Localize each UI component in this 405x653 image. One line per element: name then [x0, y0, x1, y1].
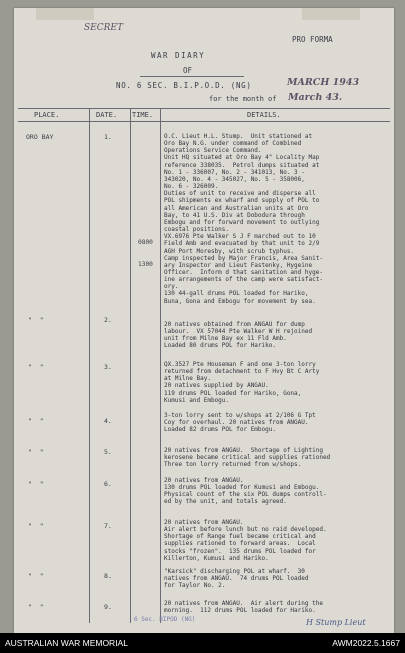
document-title: WAR DIARY: [151, 51, 206, 60]
entry-time: 1300: [138, 261, 153, 268]
handwritten-month-2: March 43.: [288, 92, 343, 103]
entry-place: ORO BAY: [26, 133, 54, 141]
table-header-rule: [18, 121, 390, 122]
diary-page: [14, 8, 394, 633]
entry-time: 0800: [138, 239, 153, 246]
column-rule-date: [130, 108, 131, 623]
entry-place: " ": [28, 572, 44, 580]
archive-reference: AWM2022.5.1667: [332, 638, 400, 648]
column-header-place: PLACE.: [34, 111, 60, 119]
unit-stamp: 6 Sec. BIPOD (NG): [134, 616, 196, 623]
entry-details: 20 natives from ANGAU. Air alert during the morning. 112 drums POL loaded for Hariko.: [164, 600, 323, 615]
entry-place: " ": [28, 480, 44, 488]
entry-date: 8.: [104, 572, 112, 580]
archive-name: AUSTRALIAN WAR MEMORIAL: [5, 638, 128, 648]
entry-date: 6.: [104, 480, 112, 488]
entry-details: 20 natives from ANGAU. 130 drums POL loaded for Kumusi and Embogu. Physical count of the six POL dumps controll- ed by the unit, and totals agreed.: [164, 477, 327, 506]
entry-place: " ": [28, 363, 44, 371]
handwritten-month-1: MARCH 1943: [287, 77, 360, 88]
entry-date: 9.: [104, 603, 112, 611]
entry-details: 20 natives from ANGAU. Shortage of Lighting kerosene became critical and supplies rationed Three ton lorry returned from w/shops.: [164, 447, 331, 469]
adhesive-tape-left: [36, 8, 94, 20]
column-header-time: TIME.: [132, 111, 154, 119]
column-rule-time: [160, 108, 161, 623]
column-header-date: DATE.: [96, 111, 118, 119]
title-underline: [140, 76, 244, 77]
title-of: OF: [183, 66, 193, 75]
column-rule-place: [89, 108, 90, 623]
month-line-label: for the month of: [209, 95, 277, 103]
entry-date: 3.: [104, 363, 112, 371]
secret-handwritten-mark: SECRET: [84, 23, 123, 33]
entry-place: " ": [28, 417, 44, 425]
entry-date: 7.: [104, 522, 112, 530]
entry-date: 1.: [104, 133, 112, 141]
entry-details: 20 natives from ANGAU. Air alert before lunch but no raid developed. Shortage of Range fuel became critical and supplies rationed to forward areas. Local stocks "frozen". 135 drums POL loaded for Killerton, Kumusi and Hariko.: [164, 519, 327, 562]
unit-designation: NO. 6 SEC. B.I.P.O.D. (NG): [116, 81, 252, 90]
column-header-details: DETAILS.: [247, 111, 281, 119]
entry-details: 20 natives obtained from ANGAU for dump labour. VX 57044 Pte Walker W H rejoined unit from Milne Bay ex 11 Fld Amb. Loaded 80 drums POL for Hariko.: [164, 321, 313, 350]
entry-date: 2.: [104, 316, 112, 324]
archive-footer: [0, 633, 405, 653]
adhesive-tape-right: [302, 8, 360, 20]
pro-forma-label: PRO FORMA: [292, 35, 333, 44]
entry-date: 4.: [104, 417, 112, 425]
entry-details: QX.3527 Pte Houseman F and one 3-ton lorry returned from detachment to F Hvy Bt C Arty at Milne Bay. 20 natives supplied by ANGAU. 119 drums POL loaded for Hariko, Gona, Kumusi and Embogu.: [164, 361, 320, 404]
entry-details: 3-ton lorry sent to w/shops at 2/106 G Tpt Coy for overhaul. 20 natives from ANGAU. Loaded 82 drums POL for Embogu.: [164, 412, 316, 434]
entry-place: " ": [28, 603, 44, 611]
entry-details: "Karsick" discharging POL at wharf. 30 natives from ANGAU. 74 drums POL loaded for Taylor No. 2.: [164, 568, 309, 590]
entry-details: O.C. Lieut H.L. Stump. Unit stationed at Oro Bay N.G. under command of Combined Operations Service Command. Unit HQ situated at Oro Bay 4" Locality Map reference 338035. Petrol dumps situated at No. 1 - 336007, No. 2 - 341013, No. 3 - 343020, No. 4 - 345027, No. 5 - 358006, No. 6 - 326009. Duties of unit to receive and disperse all POL shipments ex wharf and supply of POL to all American and Australian units at Oro Bay, to 41 U.S. Div at Dobodura through Embogu and for forward movement to outlying coastal positions. VX.6976 Pte Walker S J F marched out to 10 Field Amb and evacuated by that unit to 2/9 AGH Port Moresby, with scrub typhus. Camp inspected by Major Francis, Area Sanit- ary Inspector and Lieut Fastenky, Hygeine Officer. Inform d that sanitation and hyge- ine arrangements of the camp were satisfact- ory. 130 44-gall drums POL loaded for Hariko, Buna, Gona and Embogu for movement by sea.: [164, 133, 323, 305]
entry-place: " ": [28, 448, 44, 456]
officer-signature: H Stump Lieut: [306, 618, 366, 627]
entry-place: " ": [28, 316, 44, 324]
entry-place: " ": [28, 522, 44, 530]
entry-date: 5.: [104, 448, 112, 456]
table-top-rule: [18, 108, 390, 109]
